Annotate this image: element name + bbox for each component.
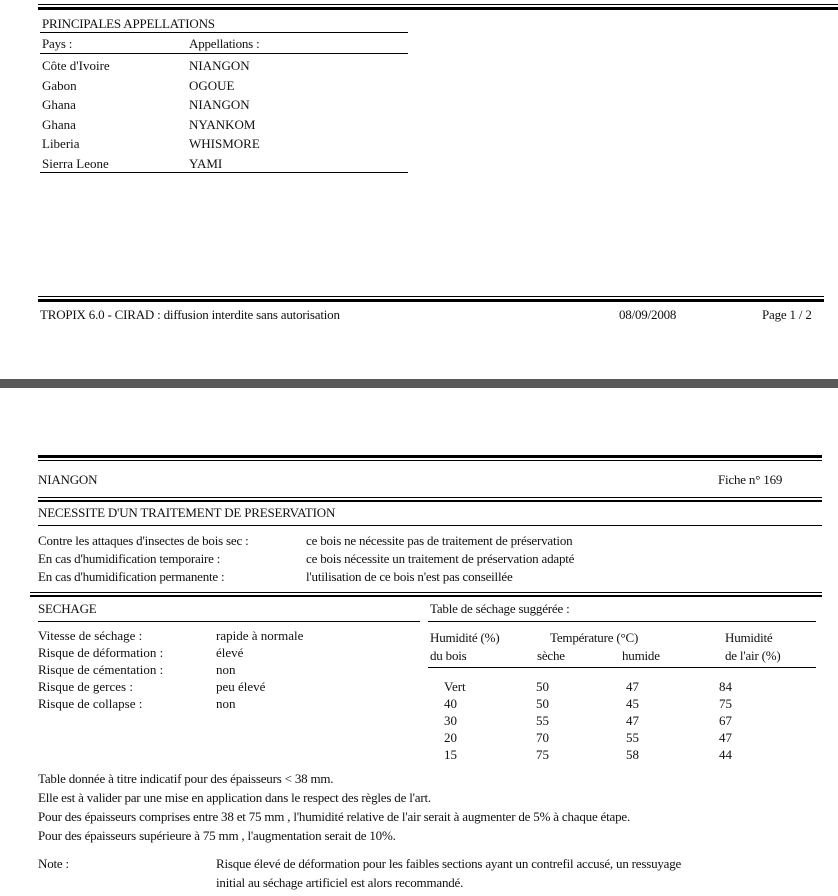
air-humidity-cell: 44: [719, 747, 732, 762]
preservation-title: NECESSITE D'UN TRAITEMENT DE PRESERVATION: [38, 505, 336, 520]
footer-date: 08/09/2008: [619, 307, 677, 322]
property-row: [38, 644, 398, 661]
drying-table-title: Table de séchage suggérée :: [430, 601, 570, 616]
country-cell: Liberia: [42, 136, 80, 151]
section-rule-thin: [38, 497, 822, 498]
property-label: Risque de gerces :: [38, 679, 133, 694]
header-rule-thick: [38, 455, 822, 458]
table-row: [42, 115, 408, 135]
drying-table-header-rule: [428, 667, 816, 668]
country-cell: Ghana: [42, 97, 76, 112]
section-rule-thick: [38, 500, 822, 502]
footer-page: Page 1 / 2: [762, 307, 812, 322]
property-value: non: [216, 662, 236, 677]
table-row: [42, 154, 408, 174]
wet-temp-cell: 47: [626, 679, 639, 694]
country-cell: Sierra Leone: [42, 155, 109, 171]
property-value: peu élevé: [216, 679, 266, 694]
air-humidity-cell: 84: [719, 679, 732, 694]
preservation-label-insects: Contre les attaques d'insectes de bois sec :: [38, 533, 249, 548]
sechage-properties: [38, 627, 398, 712]
note-line: Pour des épaisseurs supérieure à 75 mm , l'augmentation serait de 10%.: [38, 828, 396, 843]
header-appellation: Appellations :: [189, 36, 260, 51]
col-header-temperature: Température (°C): [550, 630, 639, 645]
table-row: [444, 695, 804, 712]
wood-humidity-cell: Vert: [444, 679, 466, 694]
property-value: élevé: [216, 645, 244, 660]
appellations-bottom-rule: [40, 172, 408, 173]
table-row: [42, 134, 408, 154]
table-row: [42, 95, 408, 115]
air-humidity-cell: 67: [719, 713, 732, 728]
wood-humidity-cell: 30: [444, 713, 457, 728]
sechage-rule-thick: [30, 595, 822, 597]
wet-temp-cell: 45: [626, 696, 639, 711]
wood-humidity-cell: 40: [444, 696, 457, 711]
footer-rule-thin: [38, 296, 824, 297]
appellation-cell: WHISMORE: [189, 136, 260, 151]
table-row: [42, 56, 408, 76]
note-label: Note :: [38, 856, 69, 871]
note-line: Pour des épaisseurs comprises entre 38 et 75 mm , l'humidité relative de l'air serait à augmenter de 5% à chaque étape.: [38, 809, 631, 824]
top-rule-thin: [38, 4, 838, 5]
table-row: [444, 678, 804, 695]
col-header-wood-humidity-sub: du bois: [430, 648, 467, 663]
table-row: [444, 746, 804, 763]
wet-temp-cell: 55: [626, 730, 639, 745]
property-label: Risque de collapse :: [38, 696, 143, 711]
country-cell: Gabon: [42, 77, 77, 93]
country-cell: Ghana: [42, 116, 76, 132]
top-rule-thick: [38, 7, 838, 10]
preservation-value-insects: ce bois ne nécessite pas de traitement de préservation: [306, 533, 573, 548]
preservation-value-temporary: ce bois nécessite un traitement de préservation adapté: [306, 551, 575, 566]
note-text: Risque élevé de déformation pour les faibles sections ayant un contrefil accusé, un ressuyage: [216, 856, 682, 871]
property-row: [38, 695, 398, 712]
preservation-title-rule: [38, 525, 822, 526]
appellations-table: [42, 56, 408, 173]
wood-humidity-cell: 15: [444, 747, 457, 762]
country-cell: Côte d'Ivoire: [42, 58, 110, 73]
appellation-cell: NIANGON: [189, 97, 250, 112]
sechage-title-rule-right: [428, 621, 816, 622]
appellations-title-rule: [40, 32, 408, 33]
header-rule-thin: [38, 460, 822, 461]
footer-rule-thick: [38, 299, 824, 302]
appellation-cell: NYANKOM: [189, 116, 256, 132]
dry-temp-cell: 55: [536, 713, 549, 728]
air-humidity-cell: 75: [719, 696, 732, 711]
appellation-cell: NIANGON: [189, 58, 250, 73]
col-header-air-humidity: Humidité: [725, 630, 773, 645]
wood-humidity-cell: 20: [444, 730, 457, 745]
sechage-rule-thin: [30, 592, 822, 593]
dry-temp-cell: 50: [536, 696, 549, 711]
table-row: [444, 729, 804, 746]
property-label: Risque de déformation :: [38, 645, 164, 660]
fiche-number: Fiche n° 169: [718, 472, 783, 487]
species-name: NIANGON: [38, 472, 98, 487]
property-value: rapide à normale: [216, 628, 304, 643]
note-line: Table donnée à titre indicatif pour des épaisseurs < 38 mm.: [38, 771, 334, 786]
note-line: Elle est à valider par une mise en application dans le respect des règles de l'art.: [38, 790, 431, 805]
property-row: [38, 627, 398, 644]
preservation-label-temporary: En cas d'humidification temporaire :: [38, 551, 221, 566]
sechage-title-rule-left: [38, 621, 420, 622]
col-header-wood-humidity: Humidité (%): [430, 630, 500, 645]
preservation-label-permanent: En cas d'humidification permanente :: [38, 569, 225, 584]
header-country: Pays :: [42, 36, 73, 51]
appellation-cell: YAMI: [189, 155, 223, 171]
appellations-header-rule: [40, 53, 408, 54]
property-row: [38, 661, 398, 678]
sechage-title: SECHAGE: [38, 601, 97, 616]
appellation-cell: OGOUE: [189, 77, 235, 93]
wet-temp-cell: 58: [626, 747, 639, 762]
preservation-value-permanent: l'utilisation de ce bois n'est pas conseillée: [306, 569, 513, 584]
col-header-dry: sèche: [537, 648, 565, 663]
page-separator: [0, 379, 838, 388]
col-header-air-humidity-sub: de l'air (%): [725, 648, 781, 663]
air-humidity-cell: 47: [719, 730, 732, 745]
dry-temp-cell: 75: [536, 747, 549, 762]
property-label: Risque de cémentation :: [38, 662, 164, 677]
drying-table-body: [444, 678, 804, 763]
table-row: [444, 712, 804, 729]
appellations-title: PRINCIPALES APPELLATIONS: [42, 16, 215, 31]
col-header-wet: humide: [622, 648, 660, 663]
note-text: initial au séchage artificiel est alors recommandé.: [216, 875, 464, 890]
table-row: [42, 76, 408, 96]
wet-temp-cell: 47: [626, 713, 639, 728]
footer-source: TROPIX 6.0 - CIRAD : diffusion interdite sans autorisation: [40, 307, 340, 322]
property-value: non: [216, 696, 236, 711]
property-label: Vitesse de séchage :: [38, 628, 143, 643]
property-row: [38, 678, 398, 695]
dry-temp-cell: 50: [536, 679, 549, 694]
dry-temp-cell: 70: [536, 730, 549, 745]
